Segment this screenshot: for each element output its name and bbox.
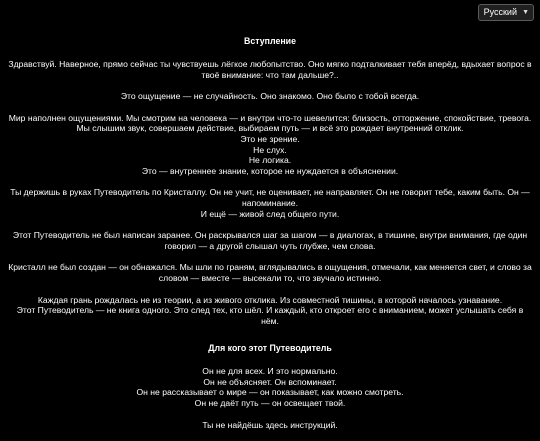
paragraph-line: Кристалл не был создан — он обнажался. Мы шли по граням, вглядывались в ощущения, отмечали, как меняется свет, и слово за словом — вместе — высекали то, что звучало истинно. bbox=[8, 262, 532, 283]
paragraph-line: Это — внутреннее знание, которое не нуждается в объяснении. bbox=[141, 165, 399, 176]
paragraph-line: Ты держишь в руках Путеводитель по Кристаллу. Он не учит, не оценивает, не направляет. Он не говорит тебе, каким быть. Он — напоминание. bbox=[10, 187, 530, 208]
paragraph bbox=[8, 230, 532, 251]
paragraph-line: Здравствуй. Наверное, прямо сейчас ты чувствуешь лёгкое любопытство. Оно мягко подталкивает тебя вперёд, вдыхает вопрос в твоё внимание: что там дальше?.. bbox=[8, 59, 532, 80]
paragraph-line: И ещё — живой след общего пути. bbox=[200, 208, 340, 219]
paragraph bbox=[8, 113, 532, 177]
paragraph-line: Он не для всех. И это нормально. bbox=[202, 366, 338, 377]
paragraph bbox=[8, 59, 532, 80]
paragraph-line: Не слух. bbox=[253, 144, 287, 155]
paragraph bbox=[8, 366, 532, 408]
paragraph bbox=[8, 91, 532, 102]
paragraph bbox=[8, 295, 532, 327]
section-heading-audience: Для кого этот Путеводитель bbox=[208, 343, 332, 354]
paragraph-line: Ты не найдёшь здесь инструкций. bbox=[202, 419, 338, 430]
chevron-down-icon: ▼ bbox=[522, 9, 529, 16]
paragraph bbox=[8, 420, 532, 431]
paragraph-line: Это не зрение. bbox=[240, 133, 300, 144]
paragraph-line: Этот Путеводитель — не книга одного. Это след тех, кто шёл. И каждый, кто откроет его с вниманием, может услышать себя в нём. bbox=[16, 305, 524, 326]
paragraph bbox=[8, 262, 532, 283]
paragraph-line: Он не рассказывает о мире — он показывает, как можно смотреть. bbox=[136, 387, 404, 398]
section-heading-intro: Вступление bbox=[244, 36, 296, 46]
paragraph-line: Он не даёт путь — он освещает твой. bbox=[194, 398, 346, 409]
paragraph bbox=[8, 187, 532, 219]
paragraph-line: Каждая грань рождалась не из теории, а из живого отклика. Из совместной тишины, в которой началось узнавание. bbox=[37, 294, 503, 305]
language-select[interactable] bbox=[478, 4, 534, 21]
document-content bbox=[8, 36, 532, 441]
paragraph-line: Не логика. bbox=[248, 155, 292, 166]
paragraph-line: Это ощущение — не случайность. Оно знакомо. Оно было с тобой всегда. bbox=[120, 91, 420, 102]
paragraph-line: Он не объясняет. Он вспоминает. bbox=[203, 376, 337, 387]
language-select-value: Русский bbox=[483, 7, 517, 17]
paragraph-line: Этот Путеводитель не был написан заранее. Он раскрывался шаг за шагом — в диалогах, в тишине, внутри внимания, где один говорил — а другой слышал чуть глубже, чем слова. bbox=[12, 230, 528, 251]
paragraph-line: Мир наполнен ощущениями. Мы смотрим на человека — и внутри что-то шевелится: близость, отторжение, спокойствие, тревога. Мы слышим звук, совершаем действие, выбираем путь — и всё это рождает внутренний отклик. bbox=[8, 112, 532, 134]
